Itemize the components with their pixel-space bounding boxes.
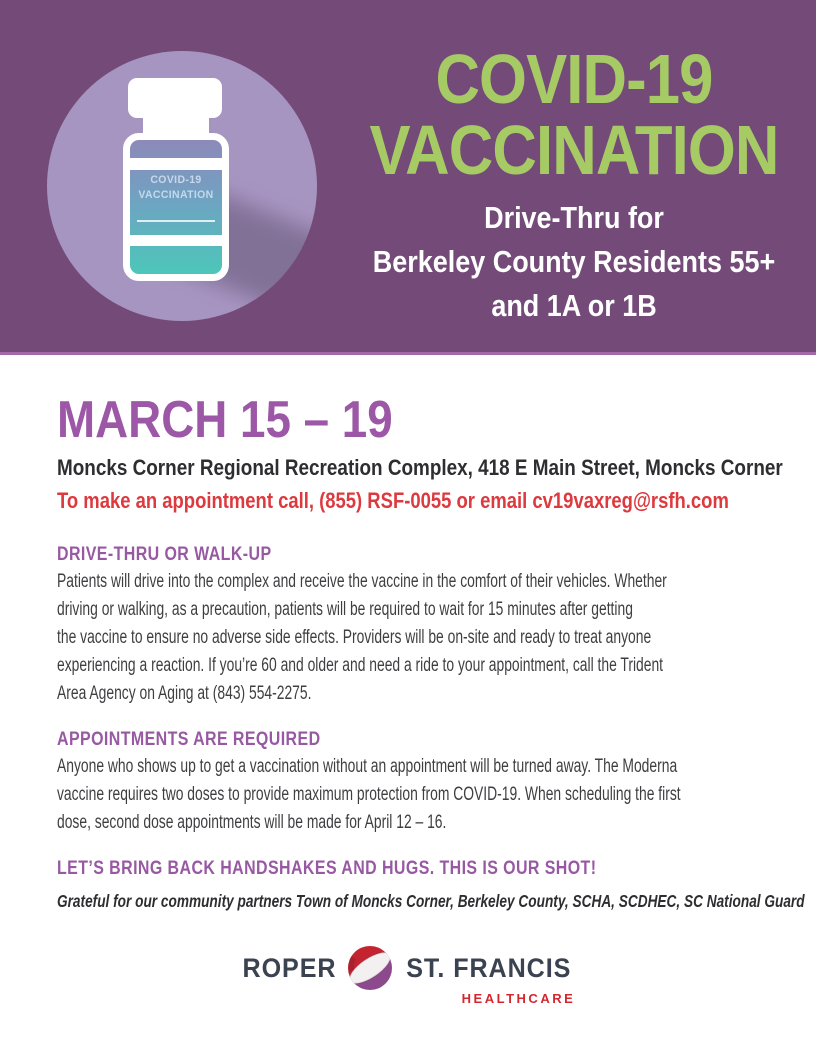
roper-st-francis-logo xyxy=(239,946,578,1006)
vial-cap xyxy=(128,78,222,118)
closing-slogan: LET’S BRING BACK HANDSHAKES AND HUGS. THIS IS OUR SHOT! xyxy=(57,858,597,879)
text-line: Drive-Thru for xyxy=(484,200,664,235)
vial-thin-line xyxy=(137,220,215,222)
event-date-heading: MARCH 15 – 19 xyxy=(57,391,393,449)
vial-label-line2: VACCINATION xyxy=(138,189,214,201)
section-body-appointments xyxy=(57,753,816,837)
text-line: Berkeley County Residents 55+ xyxy=(372,244,776,279)
roper-sphere-lens-icon xyxy=(348,946,392,990)
section-heading-drive-thru: DRIVE-THRU OR WALK-UP xyxy=(57,544,272,565)
appointment-contact-line: To make an appointment call, (855) RSF-0055 or email cv19vaxreg@rsfh.com xyxy=(57,488,729,513)
text-line: Anyone who shows up to get a vaccination without an appointment will be turned away. The Moderna xyxy=(57,756,678,777)
hero-title-line2: VACCINATION xyxy=(369,111,779,189)
vial-stripe xyxy=(130,158,222,170)
logo-row xyxy=(239,946,578,990)
footer-logo xyxy=(0,946,816,1006)
vaccine-vial-illustration xyxy=(47,51,317,321)
hero-title-line1: COVID-19 xyxy=(435,40,713,118)
community-partners-line: Grateful for our community partners Town of Moncks Corner, Berkeley County, SCHA, SCDHEC, SC National Guard xyxy=(57,891,805,911)
section-body-drive-thru xyxy=(57,568,816,708)
vial-label xyxy=(132,173,219,203)
hero-subtitle xyxy=(336,196,812,328)
hero-title xyxy=(336,40,812,189)
event-location: Moncks Corner Regional Recreation Complex, 418 E Main Street, Moncks Corner xyxy=(57,455,783,480)
text-line: Area Agency on Aging at (843) 554-2275. xyxy=(57,683,312,704)
text-line: vaccine requires two doses to provide maximum protection from COVID-19. When scheduling the first xyxy=(57,784,681,805)
hero-banner xyxy=(0,0,816,355)
text-line: experiencing a reaction. If you’re 60 and older and need a ride to your appointment, call the Trident xyxy=(57,655,664,676)
text-line: Patients will drive into the complex and receive the vaccine in the comfort of their vehicles. Whether xyxy=(57,571,667,592)
logo-word-st-francis: ST. FRANCIS xyxy=(405,952,572,983)
text-line: dose, second dose appointments will be made for April 12 – 16. xyxy=(57,812,447,833)
vial-stripe xyxy=(130,235,222,246)
logo-word-roper: ROPER xyxy=(242,952,337,983)
text-line: and 1A or 1B xyxy=(491,288,657,323)
text-line: driving or walking, as a precaution, patients will be required to wait for 15 minutes after getting xyxy=(57,599,633,620)
section-heading-appointments: APPOINTMENTS ARE REQUIRED xyxy=(57,729,321,750)
vaccine-vial-icon xyxy=(123,133,229,281)
logo-word-healthcare: HEALTHCARE xyxy=(461,991,576,1006)
vial-label-line1: COVID-19 xyxy=(150,174,202,186)
text-line: the vaccine to ensure no adverse side effects. Providers will be on-site and ready to treat anyone xyxy=(57,627,652,648)
